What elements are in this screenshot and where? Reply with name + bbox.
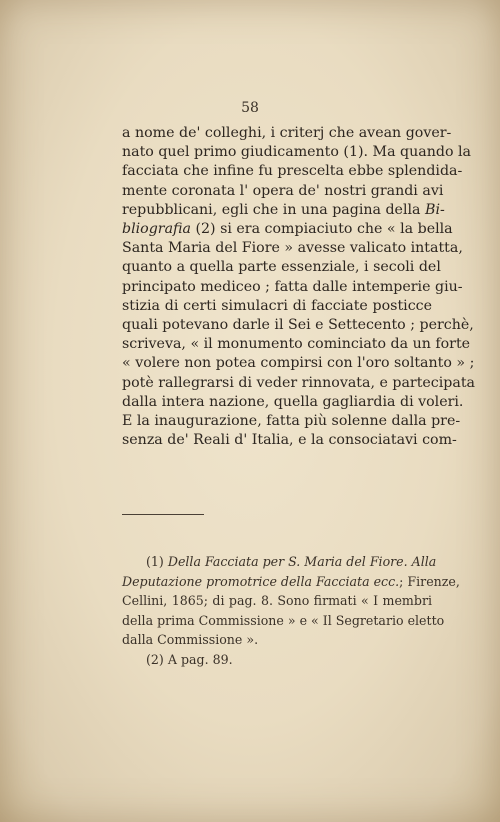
footnote-separator bbox=[122, 514, 204, 515]
body-line: facciata che infine fu prescelta ebbe splendida- bbox=[122, 163, 463, 180]
footnote-italic: Della Facciata per S. Maria del Fiore. Alla bbox=[167, 554, 437, 569]
body-line bbox=[122, 201, 445, 220]
body-line-text: (2) si era compiaciuto che « la bella bbox=[195, 221, 453, 238]
body-line: quanto a quella parte essenziale, i secoli del bbox=[122, 259, 441, 276]
body-line: senza de' Reali d' Italia, e la consociatavi com- bbox=[122, 432, 457, 449]
body-line: « volere non potea compirsi con l'oro soltanto » ; bbox=[122, 355, 475, 372]
body-line: dalla intera nazione, quella gagliardia di voleri. bbox=[122, 393, 464, 410]
footnote-line bbox=[122, 572, 460, 592]
body-line-text: repubblicani, egli che in una pagina della bbox=[122, 201, 421, 218]
body-text bbox=[122, 124, 475, 450]
body-line: stizia di certi simulacri di facciate posticce bbox=[122, 297, 432, 314]
footnote-line bbox=[122, 552, 437, 572]
footnote-italic: Deputazione promotrice della Facciata ecc. bbox=[122, 573, 400, 589]
body-line: mente coronata l' opera de' nostri grandi avi bbox=[122, 182, 444, 199]
footnote-line: (2) A pag. 89. bbox=[146, 651, 233, 667]
body-line: scriveva, « il monumento cominciato da un forte bbox=[122, 336, 471, 353]
body-line: potè rallegrarsi di veder rinnovata, e partecipata bbox=[122, 374, 475, 391]
footnote-line: Cellini, 1865; di pag. 8. Sono firmati « I membri bbox=[122, 593, 432, 608]
body-line: nato quel primo giudicamento (1). Ma quando la bbox=[122, 144, 471, 161]
footnote-line: dalla Commissione ». bbox=[122, 632, 259, 647]
footnote-line: della prima Commissione » e « Il Segretario eletto bbox=[122, 612, 445, 628]
footnote-text: ; Firenze, bbox=[399, 573, 460, 589]
body-line: E la inaugurazione, fatta più solenne dalla pre- bbox=[122, 413, 461, 430]
body-line-italic: bliografia bbox=[122, 221, 191, 238]
body-line: quali potevano darle il Sei e Settecento ; perchè, bbox=[122, 317, 474, 334]
body-line: a nome de' colleghi, i criterj che avean gover- bbox=[122, 125, 452, 141]
body-line bbox=[122, 220, 453, 239]
footnote-marker: (1) bbox=[146, 554, 164, 569]
page-number: 58 bbox=[241, 100, 259, 116]
footnotes bbox=[122, 552, 460, 669]
body-line-italic: Bi- bbox=[425, 201, 445, 218]
body-line: Santa Maria del Fiore » avesse valicato intatta, bbox=[122, 240, 463, 257]
body-line: principato mediceo ; fatta dalle intemperie giu- bbox=[122, 278, 463, 295]
